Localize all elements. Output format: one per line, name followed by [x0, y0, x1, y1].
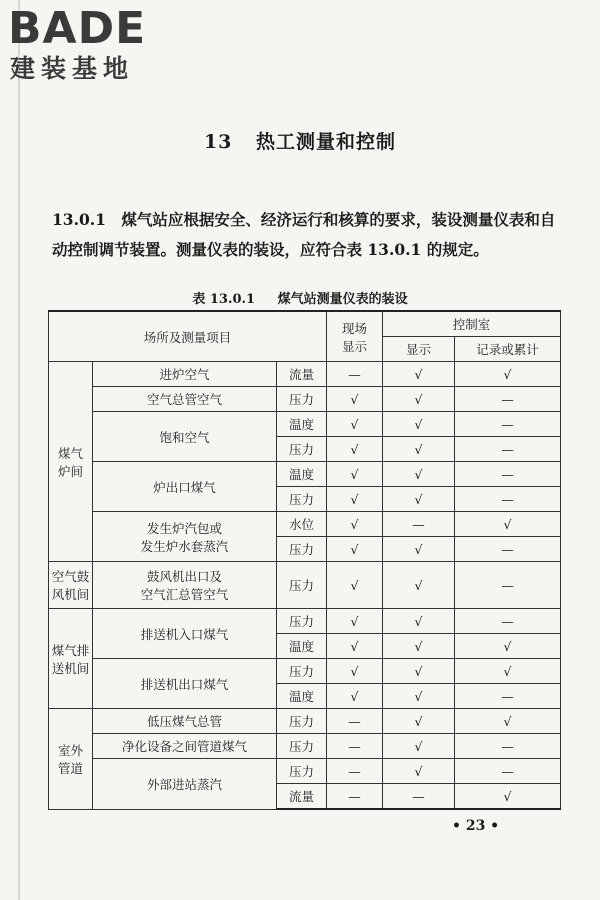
table-row	[49, 512, 561, 537]
param-cell: 压力	[277, 759, 327, 784]
param-cell: 流量	[277, 784, 327, 810]
header-control-display: 显示	[383, 337, 455, 362]
param-cell: 温度	[277, 634, 327, 659]
mark-cell: √	[383, 759, 455, 784]
mark-cell: —	[455, 387, 561, 412]
param-cell: 温度	[277, 412, 327, 437]
mark-cell: —	[455, 487, 561, 512]
mark-cell: √	[455, 512, 561, 537]
item-cell: 外部进站蒸汽	[93, 759, 277, 810]
item-cell: 饱和空气	[93, 412, 277, 462]
header-location-item: 场所及测量项目	[49, 311, 327, 362]
table-row	[49, 562, 561, 609]
table-title: 煤气站测量仪表的装设	[277, 292, 408, 307]
location-line: 煤气	[57, 445, 83, 461]
mark-cell: √	[327, 634, 383, 659]
mark-cell: —	[327, 734, 383, 759]
table-caption	[0, 288, 600, 307]
item-cell: 炉出口煤气	[93, 462, 277, 512]
param-cell: 流量	[277, 362, 327, 387]
location-line: 空气鼓	[51, 569, 90, 584]
brand-logo	[8, 4, 183, 84]
mark-cell: √	[383, 709, 455, 734]
location-line: 炉间	[57, 463, 83, 479]
table-row	[49, 362, 561, 387]
mark-cell: √	[327, 684, 383, 709]
item-cell: 排送机入口煤气	[93, 609, 277, 659]
page-number: • 23 •	[452, 818, 500, 834]
mark-cell: —	[455, 537, 561, 562]
mark-cell: √	[383, 487, 455, 512]
mark-cell: √	[327, 537, 383, 562]
item-cell: 进炉空气	[93, 362, 277, 387]
mark-cell: —	[455, 759, 561, 784]
item-cell: 低压煤气总管	[93, 709, 277, 734]
location-line: 送机间	[51, 660, 90, 676]
chapter-name: 热工测量和控制	[256, 131, 397, 153]
table-row	[49, 709, 561, 734]
mark-cell: —	[327, 784, 383, 810]
mark-cell: √	[383, 462, 455, 487]
location-blower	[49, 562, 93, 609]
mark-cell: √	[327, 659, 383, 684]
item-line: 发生炉汽包或	[146, 520, 222, 536]
mark-cell: —	[327, 709, 383, 734]
table-row	[49, 462, 561, 487]
header-control-room: 控制室	[383, 311, 561, 337]
param-cell: 温度	[277, 684, 327, 709]
item-cell	[93, 562, 277, 609]
logo-wordmark: BADE	[8, 3, 147, 54]
item-line: 空气汇总管空气	[140, 587, 229, 602]
param-cell: 温度	[277, 462, 327, 487]
mark-cell: √	[383, 437, 455, 462]
location-exhaust	[49, 609, 93, 709]
location-outdoor	[49, 709, 93, 810]
instrument-table	[48, 310, 561, 810]
location-gas-furnace	[49, 362, 93, 562]
mark-cell: √	[327, 437, 383, 462]
mark-cell: √	[383, 412, 455, 437]
mark-cell: √	[327, 412, 383, 437]
mark-cell: —	[455, 412, 561, 437]
mark-cell: √	[383, 537, 455, 562]
location-line: 煤气排	[51, 642, 90, 658]
table-number: 表 13.0.1	[192, 292, 256, 307]
mark-cell: √	[455, 709, 561, 734]
mark-cell: —	[383, 512, 455, 537]
mark-cell: √	[383, 562, 455, 609]
header-onsite-line2: 显示	[341, 338, 367, 354]
table-row	[49, 759, 561, 784]
mark-cell: —	[455, 562, 561, 609]
mark-cell: √	[383, 609, 455, 634]
item-cell: 空气总管空气	[93, 387, 277, 412]
mark-cell: √	[327, 512, 383, 537]
mark-cell: √	[383, 634, 455, 659]
mark-cell: —	[455, 437, 561, 462]
item-line: 鼓风机出口及	[146, 569, 222, 584]
mark-cell: —	[455, 462, 561, 487]
header-onsite-line1: 现场	[341, 320, 367, 336]
mark-cell: √	[383, 734, 455, 759]
mark-cell: √	[455, 634, 561, 659]
mark-cell: √	[327, 487, 383, 512]
header-onsite-display	[327, 311, 383, 362]
item-line: 发生炉水套蒸汽	[140, 538, 229, 554]
table-row	[49, 387, 561, 412]
mark-cell: √	[455, 784, 561, 810]
param-cell: 压力	[277, 437, 327, 462]
mark-cell: √	[383, 659, 455, 684]
mark-cell: —	[327, 362, 383, 387]
mark-cell: —	[327, 759, 383, 784]
location-line: 风机间	[51, 587, 90, 602]
param-cell: 水位	[277, 512, 327, 537]
param-cell: 压力	[277, 709, 327, 734]
clause-text: 煤气站应根据安全、经济运行和核算的要求，装设测量仪表和自动控制调节装置。测量仪表的装设，应符合表 13.0.1 的规定。	[52, 210, 556, 259]
param-cell: 压力	[277, 487, 327, 512]
item-cell: 净化设备之间管道煤气	[93, 734, 277, 759]
mark-cell: —	[383, 784, 455, 810]
mark-cell: —	[455, 609, 561, 634]
item-cell	[93, 512, 277, 562]
chapter-title	[0, 127, 600, 154]
mark-cell: √	[383, 387, 455, 412]
param-cell: 压力	[277, 734, 327, 759]
mark-cell: √	[327, 609, 383, 634]
mark-cell: √	[383, 362, 455, 387]
table-row	[49, 734, 561, 759]
logo-subtitle: 建装基地	[10, 54, 135, 83]
mark-cell: √	[455, 362, 561, 387]
table-row	[49, 659, 561, 684]
mark-cell: √	[455, 659, 561, 684]
clause-number: 13.0.1	[52, 210, 106, 229]
table-header-row	[49, 311, 561, 337]
location-line: 管道	[57, 760, 83, 776]
item-cell: 排送机出口煤气	[93, 659, 277, 709]
location-line: 室外	[57, 742, 83, 758]
mark-cell: —	[455, 684, 561, 709]
table-row	[49, 609, 561, 634]
mark-cell: √	[327, 462, 383, 487]
table-row	[49, 412, 561, 437]
mark-cell: —	[455, 734, 561, 759]
chapter-number: 13	[203, 131, 233, 153]
header-record-total: 记录或累计	[455, 337, 561, 362]
mark-cell: √	[327, 562, 383, 609]
param-cell: 压力	[277, 609, 327, 634]
param-cell: 压力	[277, 562, 327, 609]
mark-cell: √	[327, 387, 383, 412]
param-cell: 压力	[277, 659, 327, 684]
param-cell: 压力	[277, 387, 327, 412]
mark-cell: √	[383, 684, 455, 709]
param-cell: 压力	[277, 537, 327, 562]
clause-paragraph	[52, 205, 567, 265]
